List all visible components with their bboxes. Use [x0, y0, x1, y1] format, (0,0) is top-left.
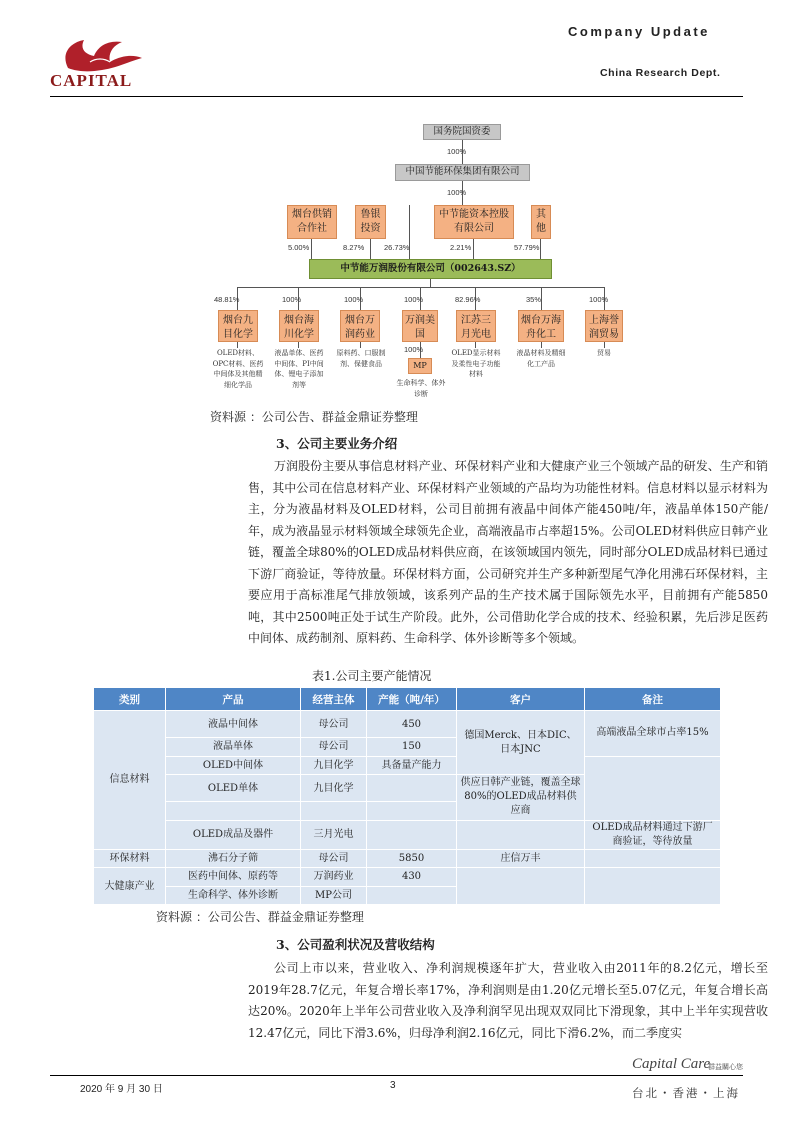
table-cell-capacity: 430 [367, 868, 457, 887]
org-pct-sh2: 26.73% [384, 243, 410, 252]
table-cell-product: 生命科学、体外诊断 [166, 886, 301, 905]
org-sub-pct: 100% [589, 295, 609, 304]
table-cell-capacity [367, 820, 457, 849]
org-group-node: 中国节能环保集团有限公司 [395, 164, 530, 181]
header-dept: China Research Dept. [600, 67, 721, 79]
org-sub-desc: 液晶单体、医药中间体、PI中间体、锂电子添加剂等 [274, 349, 324, 389]
table-cell-spacer [301, 802, 367, 821]
table-row [94, 711, 721, 738]
table-cell-entity: 九目化学 [301, 775, 367, 802]
table-header-row [94, 688, 721, 711]
org-sub-name: 烟台万海舟化工 [518, 310, 564, 342]
org-sub-desc: OLED显示材料及柔性电子功能材料 [451, 349, 501, 378]
table-cell-product: OLED成品及器件 [166, 820, 301, 849]
table-cell-spacer [367, 802, 457, 821]
table-cell-client-lc: 德国Merck、日本DIC、日本JNC [457, 711, 585, 775]
table-cell-client-oled: 供应日韩产业链，覆盖全球80%的OLED成品材料供应商 [457, 775, 585, 821]
table-row [94, 820, 721, 849]
org-sub-mp-node: MP [408, 358, 432, 374]
table-cell-entity: 母公司 [301, 738, 367, 757]
table-cell-capacity: 150 [367, 738, 457, 757]
org-sub-name: 烟台海川化学 [279, 310, 319, 342]
table-cell-note-oled: OLED成品材料通过下游厂商验证，等待放量 [585, 820, 721, 849]
paragraph-profit: 公司上市以来，营业收入、净利润规模逐年扩大，营业收入由2011年的8.2亿元，增长至2019年28.7亿元，年复合增长率17%，净利润则是由1.20亿元增长至5.07亿元，年复合增长高达20%。2020年上半年公司营业收入及净利润罕见出现双双同比下滑现象，其中上半年实现营收12.47亿元，同比下滑3.6%，归母净利润2.16亿元，同比下滑6.2%，而二季度实 [248, 961, 768, 1040]
table-cell-capacity: 450 [367, 711, 457, 738]
table-cell-client-empty [457, 868, 585, 905]
header-title: Company Update [568, 24, 710, 39]
org-sub-desc: 液晶材料及精细化工产品 [516, 349, 566, 368]
table-cell-entity: 母公司 [301, 711, 367, 738]
table-cell-product: 液晶单体 [166, 738, 301, 757]
org-sub-desc: 贸易 [597, 349, 611, 357]
org-sub-desc: 原料药、口服制剂、保健食品 [336, 349, 386, 368]
header-divider [50, 96, 743, 97]
table-cell-product: OLED单体 [166, 775, 301, 802]
org-pct-sh4: 57.79% [514, 243, 540, 252]
figure-source: 资料源 ：公司公告、群益金鼎证券整理 [210, 410, 418, 424]
org-connector [370, 239, 371, 259]
org-pct-top: 100% [447, 147, 467, 156]
table-cell-product: OLED中间体 [166, 756, 301, 775]
table-cell-capacity [367, 775, 457, 802]
table-header-cell: 产能（吨/年） [367, 688, 457, 711]
org-sub-name: 烟台九目化学 [218, 310, 258, 342]
org-sub-desc: 生命科学、体外诊断 [396, 379, 446, 398]
org-sub-pct: 35% [526, 295, 542, 304]
org-sub-pct: 100% [404, 295, 424, 304]
org-sub-name: 江苏三月光电 [456, 310, 496, 342]
org-pct-group: 100% [447, 188, 467, 197]
table-cell-spacer [166, 802, 301, 821]
table-header-cell: 客户 [457, 688, 585, 711]
section-heading-business: 3、公司主要业务介绍 [276, 436, 398, 451]
table-category-env: 环保材料 [94, 849, 166, 868]
org-company-node: 中节能万润股份有限公司（002643.SZ） [309, 259, 552, 279]
org-sub-pct: 100% [282, 295, 302, 304]
table-cell-client-empty [457, 820, 585, 849]
table-cell-entity: 万润药业 [301, 868, 367, 887]
table-row [94, 756, 721, 775]
logo-text: CAPITAL [50, 71, 133, 90]
table-header-cell: 类别 [94, 688, 166, 711]
table-category-health: 大健康产业 [94, 868, 166, 905]
table-header-cell: 经营主体 [301, 688, 367, 711]
org-sub-pct: 100% [344, 295, 364, 304]
table-cell-product: 医药中间体、原药等 [166, 868, 301, 887]
org-sub-name: 上海誉润贸易 [585, 310, 623, 342]
footer-date: 2020 年 9 月 30 日 [80, 1084, 163, 1095]
table-cell-capacity: 具备量产能力 [367, 756, 457, 775]
paragraph-business: 万润股份主要从事信息材料产业、环保材料产业和大健康产业三个领域产品的研发、生产和销售，其中公司在信息材料产业、环保材料产业领域的产品均为功能性材料。信息材料以显示材料为主，分为液晶材料及OLED材料，公司目前拥有液晶中间体产能450吨/年，液晶单体150产能/年，成为液晶显示材料领域全球领先企业，高端液晶市占率超15%。公司OLED材料供应日韩产业链，覆盖全球80%的OLED成品材料供应商，在该领域国内领先，同时部分OLED成品材料已通过下游厂商验证，等待放量。环保材料方面，公司研究并生产多种新型尾气净化用沸石环保材料，主要应用于高标准尾气排放领域，该系列产品的生产技术属于国际领先水平，目前拥有产能5850吨，其中2500吨正处于试生产阶段。此外，公司借助化学合成的技术、经验积累，先后涉足医药中间体、成药制剂、原料药、生命科学、体外诊断等多个领域。 [248, 459, 768, 645]
table-cell-note-empty [585, 756, 721, 820]
footer-divider [50, 1075, 743, 1076]
table-cell-entity: 三月光电 [301, 820, 367, 849]
table-category-info: 信息材料 [94, 711, 166, 850]
footer-brand: Capital Care [632, 1056, 711, 1072]
table-cell-client: 庄信万丰 [457, 849, 585, 868]
table-cell-capacity: 5850 [367, 849, 457, 868]
org-shareholder-yantai-coop: 烟台供销合作社 [287, 205, 337, 239]
table-header-cell: 备注 [585, 688, 721, 711]
org-shareholder-other: 其他 [531, 205, 551, 239]
table-row [94, 849, 721, 868]
page-number: 3 [390, 1080, 396, 1091]
table-cell-entity: 九目化学 [301, 756, 367, 775]
table-source: 资料源 ：公司公告、群益金鼎证券整理 [156, 910, 364, 924]
table-cell-entity: 母公司 [301, 849, 367, 868]
org-pct-sh1: 8.27% [343, 243, 365, 252]
org-pct-sh3: 2.21% [450, 243, 472, 252]
org-sub-pct: 48.81% [214, 295, 240, 304]
footer-cities: 台北・香港・上海 [632, 1086, 740, 1100]
table-cell-note-empty [585, 849, 721, 868]
org-connector [540, 239, 541, 259]
org-connector [311, 239, 312, 259]
org-shareholder-cecep-capital: 中节能资本控股有限公司 [434, 205, 514, 239]
table-cell-note-empty [585, 868, 721, 905]
org-sub-name: 万润美国 [402, 310, 438, 342]
org-sub-desc: OLED材料、OPC材料、医药中间体及其他精细化学品 [212, 349, 264, 389]
org-connector [473, 239, 474, 259]
table-title: 表1.公司主要产能情况 [312, 669, 432, 683]
org-pct-sh0: 5.00% [288, 243, 310, 252]
table-cell-capacity [367, 886, 457, 905]
section-heading-profit: 3、公司盈利状况及营收结构 [276, 937, 435, 952]
table-header-cell: 产品 [166, 688, 301, 711]
org-sub-pct: 82.96% [455, 295, 481, 304]
org-top-node: 国务院国资委 [423, 124, 501, 140]
table-cell-note-lc: 高端液晶全球市占率15% [585, 711, 721, 757]
org-shareholder-luyin: 鲁银投资 [355, 205, 386, 239]
org-sub-name: 烟台万润药业 [340, 310, 380, 342]
table-cell-product: 沸石分子筛 [166, 849, 301, 868]
capacity-table [93, 687, 721, 905]
table-row [94, 868, 721, 887]
org-sub-pct-mp: 100% [404, 345, 424, 354]
table-cell-entity: MP公司 [301, 886, 367, 905]
org-connector [430, 279, 431, 287]
footer-brand-cn: 群益關心您 [708, 1063, 743, 1071]
table-cell-product: 液晶中间体 [166, 711, 301, 738]
